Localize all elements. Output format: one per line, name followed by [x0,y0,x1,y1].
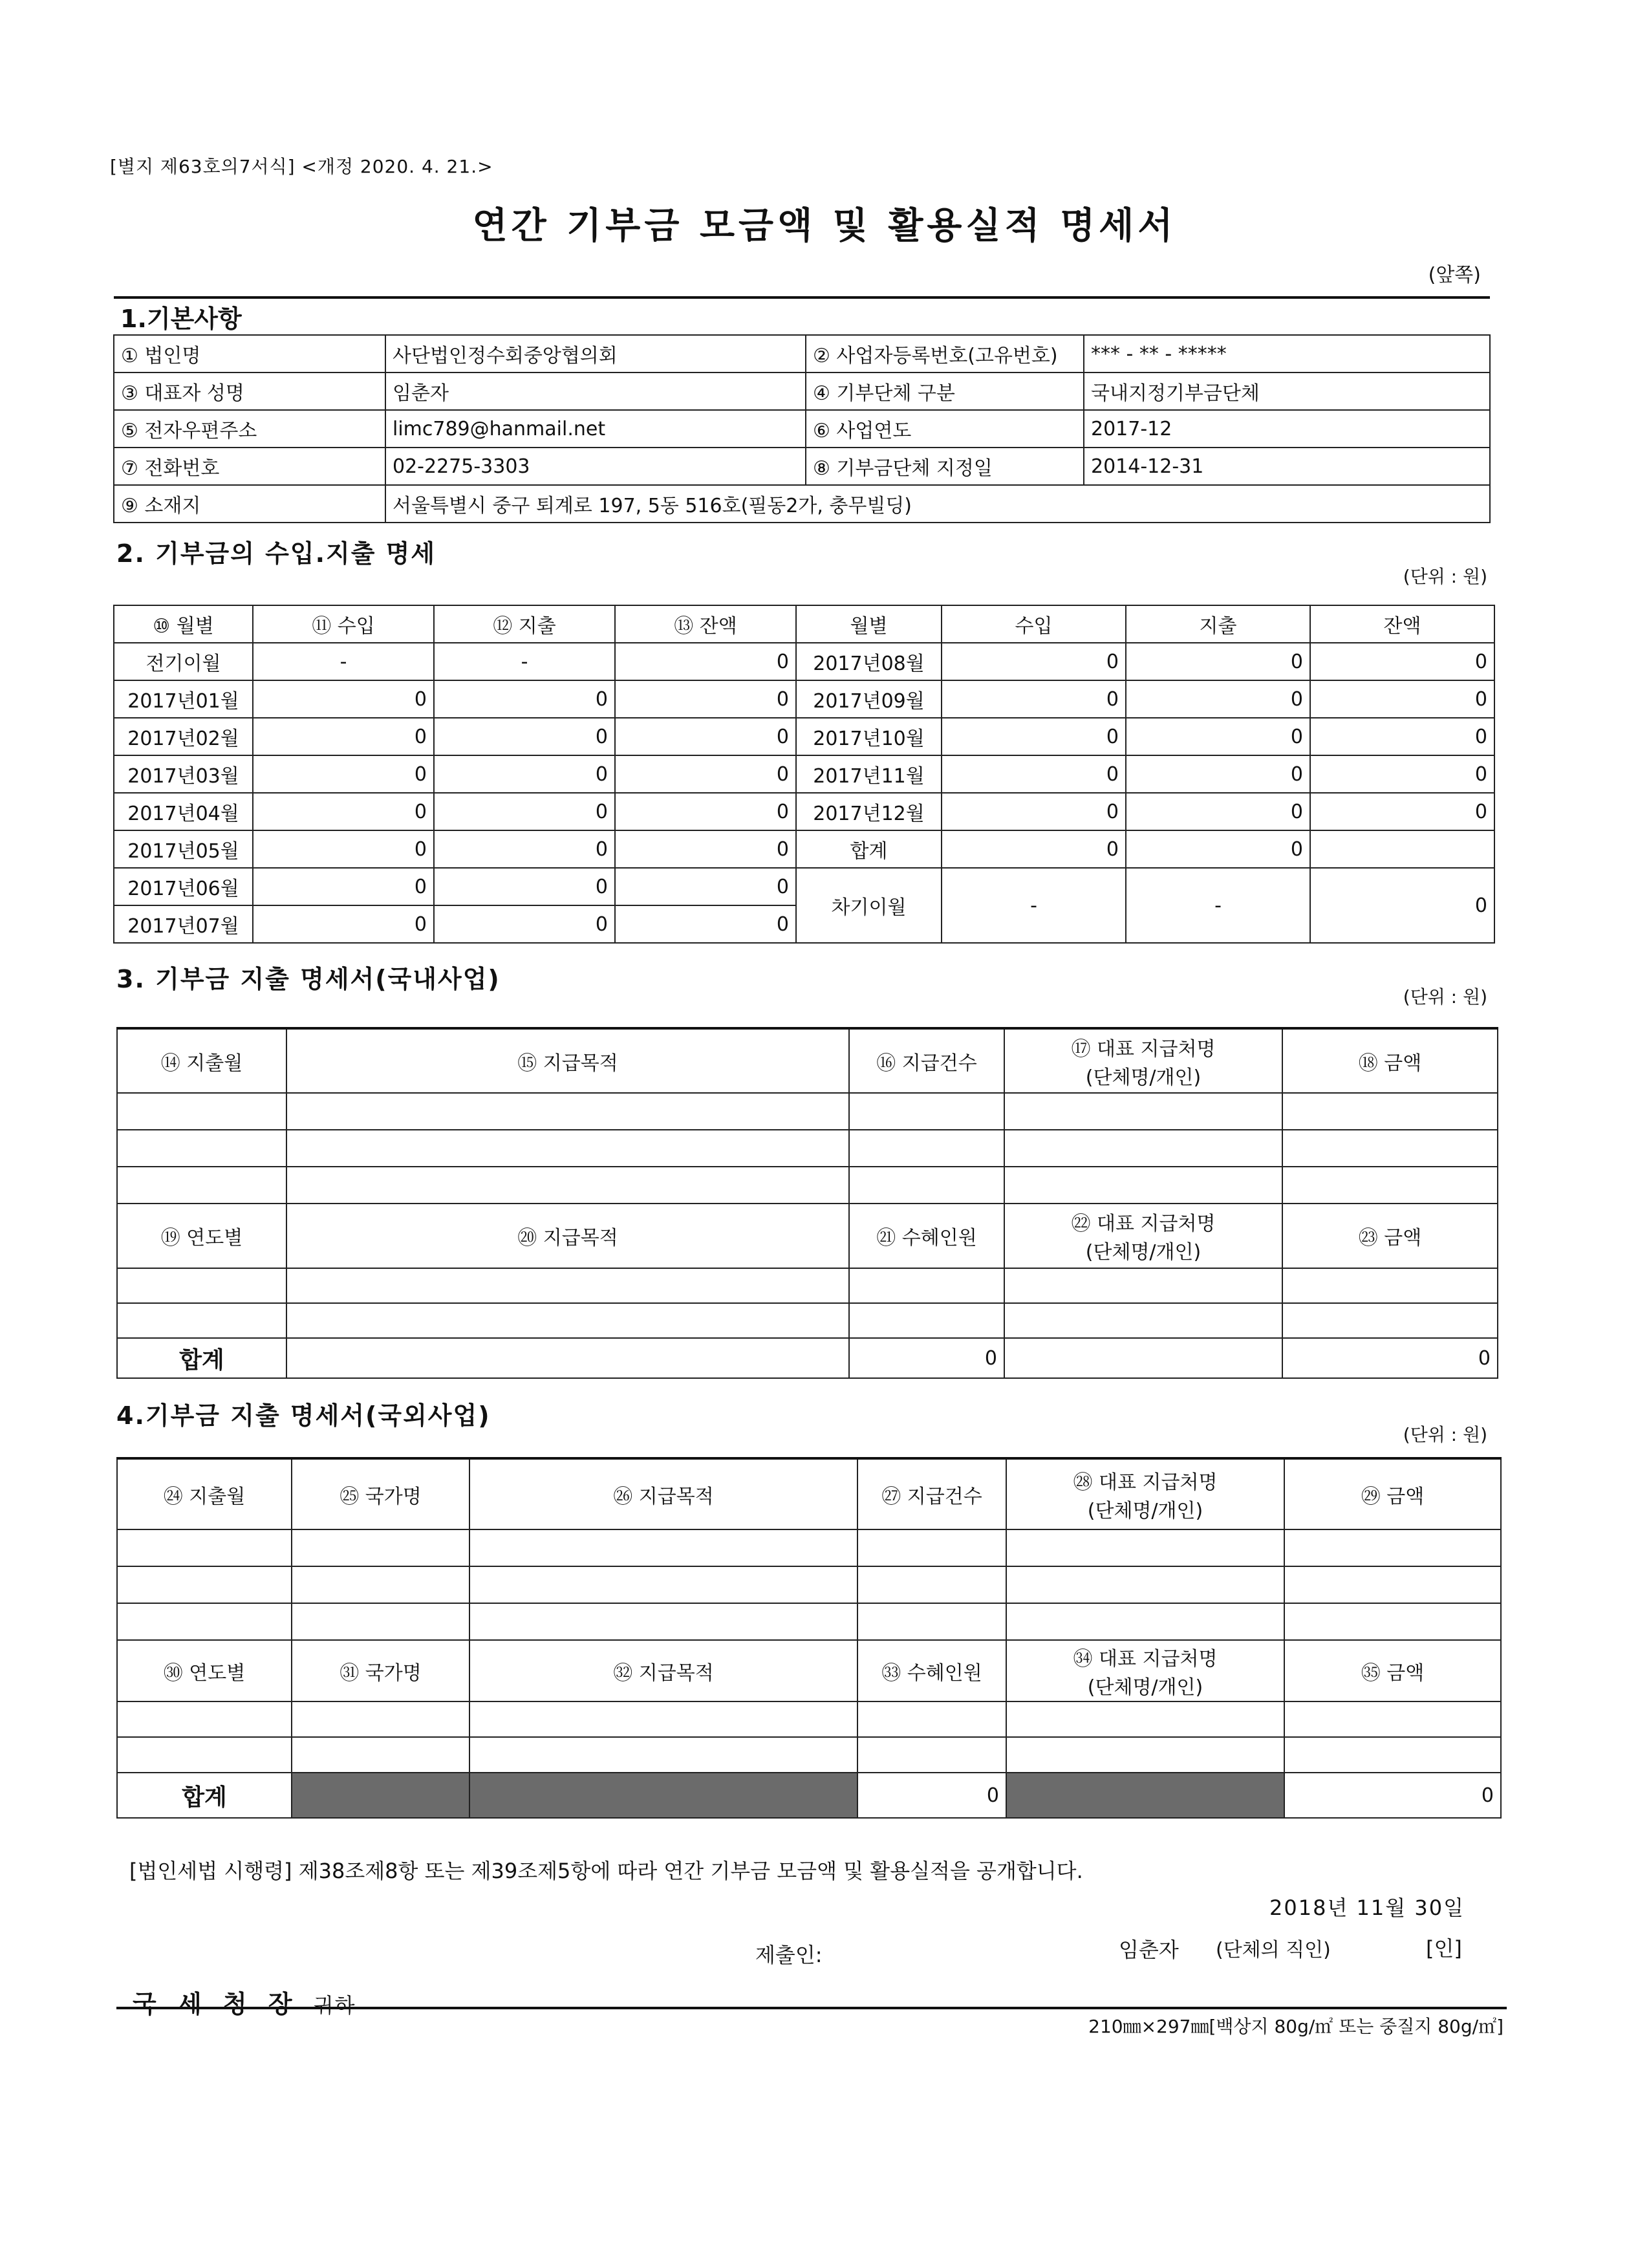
table-cell [292,1603,469,1640]
table-cell [1282,1268,1498,1303]
table-cell [117,1268,286,1303]
table-cell [1004,1338,1282,1378]
month-cell: 2017년04월 [114,793,253,830]
purpose-header-foreign-2: ㉜ 지급목적 [469,1640,857,1701]
amount-header-foreign: ㉙ 금액 [1284,1458,1501,1529]
submitter-role: (단체의 직인) [1216,1939,1331,1961]
submitter-name: 임춘자 [1119,1938,1179,1962]
table-cell [117,1303,286,1338]
country-header: ㉕ 국가명 [292,1458,469,1529]
recipient-header-line1: ⑰ 대표 지급처명 [1071,1037,1216,1061]
recipient-header-2 [1004,1204,1282,1268]
table-cell [849,1167,1004,1204]
rep-name-value: 임춘자 [385,373,806,410]
table-cell [469,1701,857,1737]
table-row [114,643,1494,680]
table-cell [1004,1093,1282,1130]
expense-cell-2: 0 [1126,793,1310,830]
carry-over-expense: - [1126,868,1310,943]
payment-count-header-foreign: ㉗ 지급건수 [857,1458,1006,1529]
expense-cell-2: 0 [1126,755,1310,793]
recipient-header [1004,1028,1282,1093]
submission-date: 2018년 11월 30일 [1269,1895,1465,1920]
seal-mark: [인] [1426,1936,1462,1961]
table-cell [117,1093,286,1130]
table-cell [857,1566,1006,1603]
foreign-expense-table [116,1457,1502,1819]
month-cell: 2017년02월 [114,718,253,755]
table-row [114,868,1494,905]
table-cell [117,1130,286,1167]
table-cell [469,1566,857,1603]
foreign-total-label: 합계 [117,1773,292,1818]
table-cell [1006,1603,1284,1640]
basic-info-table [113,296,1491,523]
income-cell: - [253,643,434,680]
table-cell [292,1566,469,1603]
table-cell [1284,1701,1501,1737]
biz-reg-label: ② 사업자등록번호(고유번호) [806,335,1084,373]
table-row [114,830,1494,868]
month-cell-2: 2017년12월 [796,793,942,830]
amount-header: ⑱ 금액 [1282,1028,1498,1093]
expense-cell: 0 [434,755,615,793]
recipient-header-line2: (단체명/개인) [1085,1066,1202,1089]
table-row [114,718,1494,755]
table-cell [286,1167,849,1204]
email-label: ⑤ 전자우편주소 [114,410,385,448]
recipient-header-foreign-line2: (단체명/개인) [1087,1499,1203,1522]
table-cell [469,1529,857,1566]
income-cell: 0 [253,905,434,943]
income-cell: 0 [253,718,434,755]
month-cell: 2017년01월 [114,680,253,718]
table-cell [292,1737,469,1773]
org-type-value: 국내지정기부금단체 [1084,373,1490,410]
table-cell [469,1737,857,1773]
income-cell-2: 0 [942,830,1126,868]
table-cell [1006,1737,1284,1773]
designation-date-value: 2014-12-31 [1084,448,1490,485]
table-row [114,793,1494,830]
table-cell [857,1737,1006,1773]
table-cell [1282,1167,1498,1204]
balance-cell: 0 [615,718,796,755]
month-cell-2: 2017년11월 [796,755,942,793]
table-cell [857,1529,1006,1566]
balance-cell: 0 [615,830,796,868]
phone-label: ⑦ 전화번호 [114,448,385,485]
expense-month-header: ⑭ 지출월 [117,1028,286,1093]
expense-cell: - [434,643,615,680]
month-cell-2: 2017년10월 [796,718,942,755]
table-cell [1006,1701,1284,1737]
balance-cell: 0 [615,905,796,943]
expense-cell-2: 0 [1126,643,1310,680]
balance-cell-2: 0 [1310,718,1494,755]
income-cell: 0 [253,830,434,868]
monthly-income-table [113,605,1495,944]
monthly-income-body [114,643,1494,943]
year-header-foreign: ㉚ 연도별 [117,1640,292,1701]
income-cell: 0 [253,793,434,830]
paper-spec: 210㎜×297㎜[백상지 80g/㎡ 또는 중질지 80g/㎡] [1088,2016,1503,2037]
balance-cell-2: 0 [1310,755,1494,793]
table-cell [286,1338,849,1378]
phone-value: 02-2275-3303 [385,448,806,485]
domestic-total-count: 0 [849,1338,1004,1378]
table-cell [286,1093,849,1130]
table-cell [1284,1566,1501,1603]
table-cell [286,1303,849,1338]
address-label: ⑨ 소재지 [114,485,385,523]
recipient-header-foreign-2-line2: (단체명/개인) [1087,1676,1203,1699]
email-value: limc789@hanmail.net [385,410,806,448]
org-type-label: ④ 기부단체 구분 [806,373,1084,410]
table-cell [857,1701,1006,1737]
month-header-2: 월별 [796,605,942,643]
table-cell [292,1701,469,1737]
month-cell: 2017년05월 [114,830,253,868]
income-header: ⑪ 수입 [253,605,434,643]
balance-cell-2: 0 [1310,680,1494,718]
income-cell-2: 0 [942,718,1126,755]
balance-cell-2 [1310,830,1494,868]
table-cell [286,1268,849,1303]
purpose-header-2: ⑳ 지급목적 [286,1204,849,1268]
carry-over-balance: 0 [1310,868,1494,943]
table-cell [117,1566,292,1603]
income-cell-2: 0 [942,755,1126,793]
month-cell: 전기이월 [114,643,253,680]
income-cell: 0 [253,868,434,905]
beneficiary-count-header-foreign: ㉝ 수혜인원 [857,1640,1006,1701]
designation-date-label: ⑧ 기부금단체 지정일 [806,448,1084,485]
month-cell-2: 합계 [796,830,942,868]
income-header-2: 수입 [942,605,1126,643]
bottom-divider [116,2007,1507,2009]
recipient-suffix: 귀하 [313,1993,356,2018]
expense-cell-2: 0 [1126,718,1310,755]
rep-name-label: ③ 대표자 성명 [114,373,385,410]
table-cell [1282,1303,1498,1338]
amount-header-2: ㉓ 금액 [1282,1204,1498,1268]
month-cell-2: 2017년08월 [796,643,942,680]
balance-header: ⑬ 잔액 [615,605,796,643]
table-cell [286,1130,849,1167]
fiscal-year-value: 2017-12 [1084,410,1490,448]
table-cell [292,1529,469,1566]
recipient-header-2-line1: ㉒ 대표 지급처명 [1071,1213,1216,1235]
country-header-2: ㉛ 국가명 [292,1640,469,1701]
section-4-unit: (단위 : 원) [1403,1424,1487,1445]
balance-cell: 0 [615,643,796,680]
form-number: [별지 제63호의7서식] <개정 2020. 4. 21.> [110,156,493,177]
table-row [114,680,1494,718]
corp-name-label: ① 법인명 [114,335,385,373]
balance-cell-2: 0 [1310,643,1494,680]
section-2-unit: (단위 : 원) [1403,566,1487,587]
table-cell [1284,1737,1501,1773]
income-cell: 0 [253,755,434,793]
income-cell-2: 0 [942,793,1126,830]
table-cell [1284,1529,1501,1566]
expense-month-header-foreign: ㉔ 지출월 [117,1458,292,1529]
expense-cell: 0 [434,718,615,755]
table-cell [849,1303,1004,1338]
section-3-heading: 3. 기부금 지출 명세서(국내사업) [116,965,501,993]
carry-over-label: 차기이월 [796,868,942,943]
recipient-header-foreign-2-line1: ㉞ 대표 지급처명 [1073,1647,1218,1670]
corp-name-value: 사단법인정수회중앙협의회 [385,335,806,373]
expense-header: ⑫ 지출 [434,605,615,643]
table-cell [849,1093,1004,1130]
expense-cell: 0 [434,868,615,905]
domestic-total-label: 합계 [117,1338,286,1378]
table-cell [469,1603,857,1640]
expense-cell-2: 0 [1126,830,1310,868]
table-row [114,755,1494,793]
fiscal-year-label: ⑥ 사업연도 [806,410,1084,448]
balance-cell: 0 [615,755,796,793]
balance-cell: 0 [615,868,796,905]
purpose-header: ⑮ 지급목적 [286,1028,849,1093]
table-cell [1004,1167,1282,1204]
recipient-header-foreign-2 [1006,1640,1284,1701]
recipient-office [133,1984,356,2020]
section-4-heading: 4.기부금 지출 명세서(국외사업) [116,1401,491,1430]
table-cell [1004,1268,1282,1303]
table-cell [857,1603,1006,1640]
table-cell [1284,1603,1501,1640]
section-2-heading: 2. 기부금의 수입.지출 명세 [116,539,436,568]
table-cell [1282,1093,1498,1130]
section-1-heading: 1.기본사항 [114,297,1490,335]
table-cell [849,1268,1004,1303]
expense-cell: 0 [434,793,615,830]
table-cell [1006,1529,1284,1566]
recipient-header-2-line2: (단체명/개인) [1085,1241,1202,1264]
expense-cell-2: 0 [1126,680,1310,718]
balance-cell: 0 [615,793,796,830]
expense-cell: 0 [434,830,615,868]
table-cell [849,1130,1004,1167]
income-cell: 0 [253,680,434,718]
shaded-cell [292,1773,469,1818]
section-3-unit: (단위 : 원) [1403,986,1487,1008]
income-cell-2: 0 [942,680,1126,718]
table-cell [117,1603,292,1640]
month-cell: 2017년03월 [114,755,253,793]
balance-cell-2: 0 [1310,793,1494,830]
address-value: 서울특별시 중구 퇴계로 197, 5동 516호(필동2가, 충무빌딩) [385,485,1490,523]
table-cell [1004,1303,1282,1338]
year-header: ⑲ 연도별 [117,1204,286,1268]
page-side-label: (앞쪽) [1428,264,1481,286]
foreign-total-amount: 0 [1284,1773,1501,1818]
table-cell [1004,1130,1282,1167]
domestic-expense-table [116,1027,1498,1379]
document-title: 연간 기부금 모금액 및 활용실적 명세서 [472,205,1177,247]
income-cell-2: 0 [942,643,1126,680]
balance-header-2: 잔액 [1310,605,1494,643]
payment-count-header: ⑯ 지급건수 [849,1028,1004,1093]
beneficiary-count-header: ㉑ 수혜인원 [849,1204,1004,1268]
foreign-total-count: 0 [857,1773,1006,1818]
table-cell [117,1529,292,1566]
recipient-office-name: 국 세 청 장 [133,1990,299,2018]
table-cell [1282,1130,1498,1167]
submitter-label: 제출인: [755,1943,823,1967]
carry-over-income: - [942,868,1126,943]
table-cell [1006,1566,1284,1603]
month-header: ⑩ 월별 [114,605,253,643]
table-cell [117,1167,286,1204]
amount-header-foreign-2: ㉟ 금액 [1284,1640,1501,1701]
shaded-cell [469,1773,857,1818]
month-cell: 2017년06월 [114,868,253,905]
shaded-cell [1006,1773,1284,1818]
expense-cell: 0 [434,905,615,943]
recipient-header-foreign [1006,1458,1284,1529]
balance-cell: 0 [615,680,796,718]
month-cell-2: 2017년09월 [796,680,942,718]
table-cell [117,1737,292,1773]
expense-cell: 0 [434,680,615,718]
table-cell [117,1701,292,1737]
month-cell: 2017년07월 [114,905,253,943]
recipient-header-foreign-line1: ㉘ 대표 지급처명 [1073,1471,1218,1494]
domestic-total-amount: 0 [1282,1338,1498,1378]
purpose-header-foreign: ㉖ 지급목적 [469,1458,857,1529]
legal-basis-statement: [법인세법 시행령] 제38조제8항 또는 제39조제5항에 따라 연간 기부금 모금액 및 활용실적을 공개합니다. [129,1859,1083,1883]
biz-reg-value: *** - ** - ***** [1084,335,1490,373]
expense-header-2: 지출 [1126,605,1310,643]
